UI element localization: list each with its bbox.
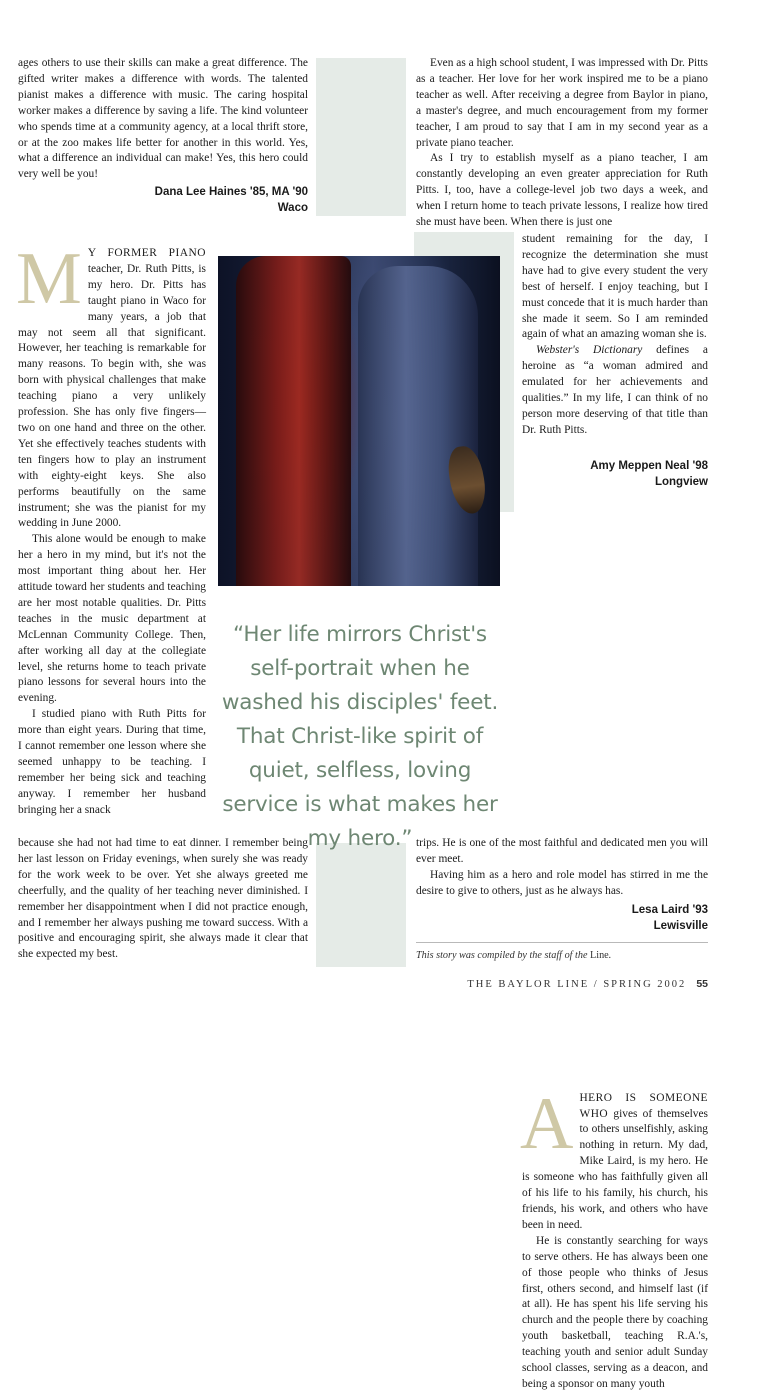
blue-figure-shape [358, 266, 478, 586]
staff-credit [416, 949, 708, 963]
credit-magazine: Line [590, 950, 609, 961]
col1-top-paragraph: ages others to use their skills can make a great difference. The gifted writer makes a difference with words. The talented pianist makes a difference with music. The caring hospital worker makes a difference by saving a life. The kind volunteer who spends time at a community agency, at a local thrift store, or at the zoo makes life better for another in this world. Yes, what a difference an individual can make! Yes, this hero could very well be you! [18, 57, 308, 181]
jesus-figure-photo [218, 256, 500, 586]
story-ruth-paragraph-3-continued: because she had not had time to eat dinner. I remember being her last lesson on Friday evenings, when surely she was ready for the work week to be over. Yet she always greeted me cheerfully, and the quality of her teaching never diminished. I remember her disappointment when I did not practice enough, and I remember her always pushing me toward success. With a positive and encouraging spirit, she always made it clear that she expected my best. [18, 837, 308, 961]
story-ruth-paragraph-2: This alone would be enough to make her a hero in my mind, but it's not the most important thing about her. Her attitude toward her students and teaching are her most notable qualities. Dr. Pitts teaches in the music department at McLennan Community College. Then, after working all day at the collegiate level, she returns home to teach private piano lessons for several hours into the evening. [18, 533, 206, 705]
story-mike-paragraph-2: He is constantly searching for ways to serve others. He has always been one of those people who thinks of Jesus first, others second, and himself last (if at all). He has spent his life serving his church and the people there by coaching youth basketball, teaching R.A.'s, teaching youth and senior adult Sunday school classes, serving as a deacon, and being a sponsor on many youth [522, 1234, 708, 1390]
page-number: 55 [696, 978, 708, 990]
pull-quote-text: “Her life mirrors Christ's self-portrait when he washed his disciples' feet. That Christ-like spirit of quiet, selfless, loving service is what makes her my hero.” [221, 622, 499, 851]
credit-prefix: This story was compiled by the staff of the [416, 950, 591, 961]
credit-rule [416, 942, 708, 943]
signature-lesa [416, 902, 708, 934]
story-mike-column [520, 1082, 708, 1393]
signature-city: Longview [654, 476, 708, 488]
story-ruth-opening-caps: Y FORMER PIANO [87, 247, 206, 259]
col3-top-text [416, 56, 708, 231]
page-footer [360, 978, 708, 990]
story-ruth-paragraph-3: I studied piano with Ruth Pitts for more than eight years. During that time, I cannot remember one lesson where she seemed unhappy to be teaching. I remember her being sick and teaching anyway. I remember her husband bringing her a snack [18, 708, 206, 816]
signature-amy [522, 458, 708, 490]
signature-name: Amy Meppen Neal '98 [590, 460, 708, 472]
signature-city: Waco [277, 202, 308, 214]
publication-name: THE BAYLOR LINE / SPRING 2002 [467, 979, 687, 990]
signature-name: Dana Lee Haines '85, MA '90 [154, 186, 308, 198]
red-robe-shape [236, 256, 351, 586]
dropcap-a: A [520, 1082, 574, 1165]
websters-dictionary-title: Webster's Dictionary [536, 344, 643, 357]
col3-paragraph-3-text: defines a heroine as “a woman admired and emulated for her achievements and qualities.” In my life, I can think of no person more deserving of that title than Dr. Ruth Pitts. [522, 344, 708, 436]
story-mike-continuation [416, 836, 708, 900]
col1-top-text [18, 56, 308, 183]
signature-name: Lesa Laird '93 [631, 904, 708, 916]
col3-paragraph-3 [522, 343, 708, 438]
story-ruth-column [16, 238, 206, 819]
col3-paragraph-2: As I try to establish myself as a piano teacher, I am constantly developing an even greater appreciation for Ruth Pitts. I, too, have a college-level job two days a week, and when I return home to teach private lessons, I realize how tired she must have been. When there is just one [416, 152, 708, 229]
story-mike-opening-caps: HERO IS SOMEONE WHO [579, 1091, 708, 1120]
col3-paragraph-2-continued: student remaining for the day, I recognize the determination she must have had to give every student the very best of herself. I enjoy teaching, but I must concede that it is much harder than she made it seem. So I am reminded again of what an amazing woman she is. [522, 233, 708, 341]
story-ruth-lead: teacher, Dr. Ruth Pitts, is my hero. Dr. Pitts has taught piano in Waco for many years, a job that may not seem all that significant. However, her teaching is remarkable for many reasons. To begin with, she was born with physical challenges that make teaching piano a very unlikely profession. She has only five fingers—two on one hand and three on the other. Yet she effectively teaches students with ten fingers how to play an instrument with eighty-eight keys. She also performs beautifully on the same instrument; she was the pianist for my wedding in June 2000. [18, 262, 206, 530]
decorative-panel-top [316, 58, 406, 216]
pull-quote [208, 618, 512, 856]
credit-suffix: . [608, 950, 612, 961]
signature-dana [18, 184, 308, 216]
dropcap-m: M [16, 238, 82, 320]
signature-city: Lewisville [653, 920, 708, 932]
col3-narrow-text [522, 232, 708, 439]
story-mike-paragraph-3: Having him as a hero and role model has stirred in me the desire to give to others, just as he always has. [416, 868, 708, 897]
story-mike-lead: gives of themselves to others unselfishly, asking nothing in return. My dad, Mike Laird, is my hero. He is someone who has faithfully given all of his life to his family, his church, his friends, his work, and others who have been in need. [522, 1107, 708, 1231]
col3-paragraph-1: Even as a high school student, I was impressed with Dr. Pitts as a teacher. Her love for her work inspired me to be a piano teacher as well. After receiving a degree from Baylor in piano, a master's degree, and much encouragement from my former teacher, I am proud to say that I am in my second year as a private piano teacher. [416, 57, 708, 149]
decorative-panel-bottom [316, 843, 406, 967]
story-mike-paragraph-2-continued: trips. He is one of the most faithful and dedicated men you will ever meet. [416, 837, 708, 865]
